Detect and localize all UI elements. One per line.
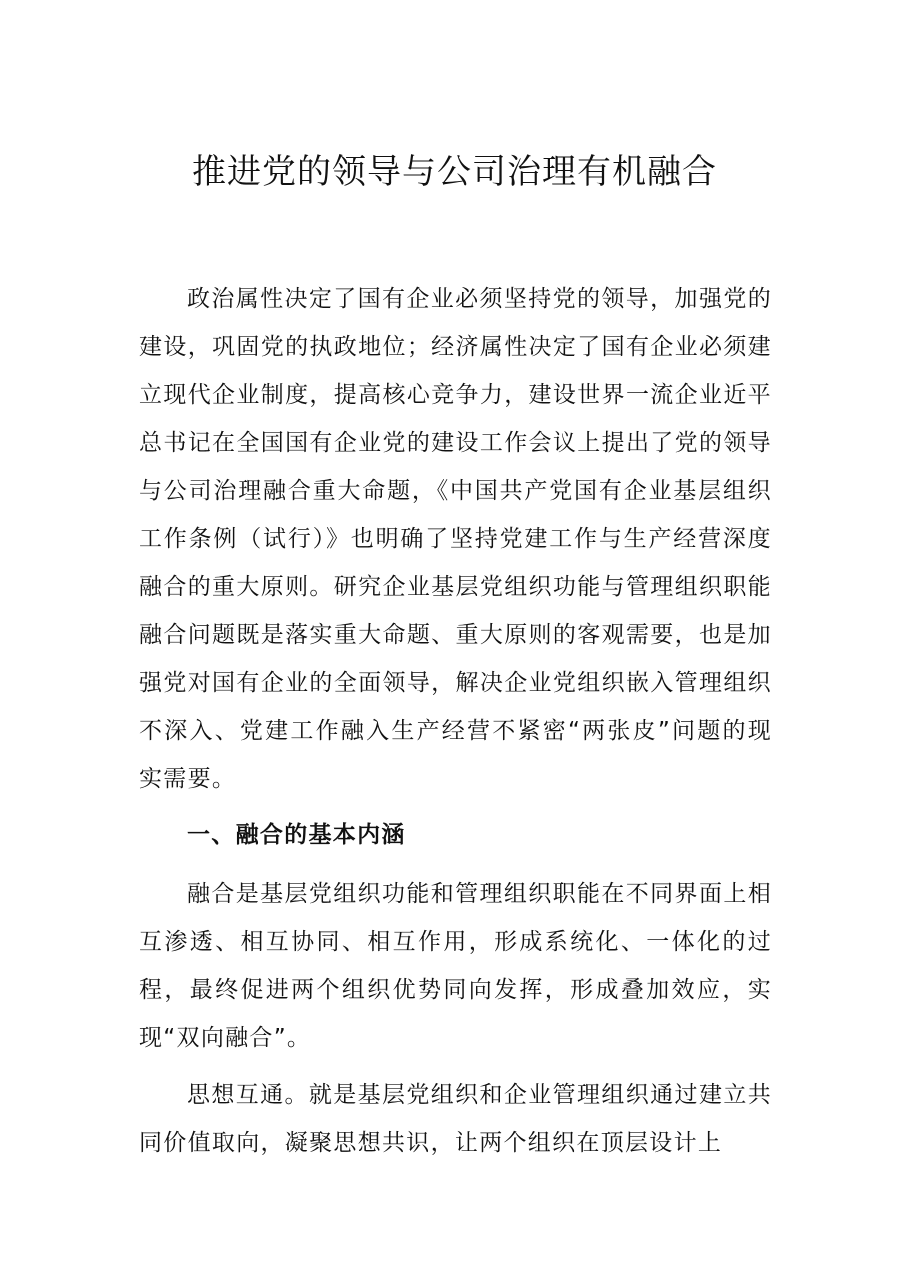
paragraph-intro: 政治属性决定了国有企业必须坚持党的领导，加强党的建设，巩固党的执政地位；经济属性决定了国有企业必须建立现代企业制度，提高核心竞争力，建设世界一流企业近平总书记在全国国有企业党的建设工作会议上提出了党的领导与公司治理融合重大命题，《中国共产党国有企业基层组织工作条例（试行）》也明确了坚持党建工作与生产经营深度融合的重大原则。研究企业基层党组织功能与管理组织职能融合问题既是落实重大命题、重大原则的客观需要，也是加强党对国有企业的全面领导，解决企业党组织嵌入管理组织不深入、党建工作融入生产经营不紧密“两张皮”问题的现实需要。 <box>139 286 772 792</box>
paragraph-definition: 融合是基层党组织功能和管理组织职能在不同界面上相互渗透、相互协同、相互作用，形成系统化、一体化的过程，最终促进两个组织优势同向发挥，形成叠加效应，实现“双向融合”。 <box>139 881 772 1051</box>
section-heading-1: 一、融合的基本内涵 <box>187 822 406 848</box>
paragraph-thought-interconnection: 思想互通。就是基层党组织和企业管理组织通过建立共同价值取向，凝聚思想共识，让两个组织在顶层设计上 <box>139 1082 772 1156</box>
document-title: 推进党的领导与公司治理有机融合 <box>192 152 717 192</box>
